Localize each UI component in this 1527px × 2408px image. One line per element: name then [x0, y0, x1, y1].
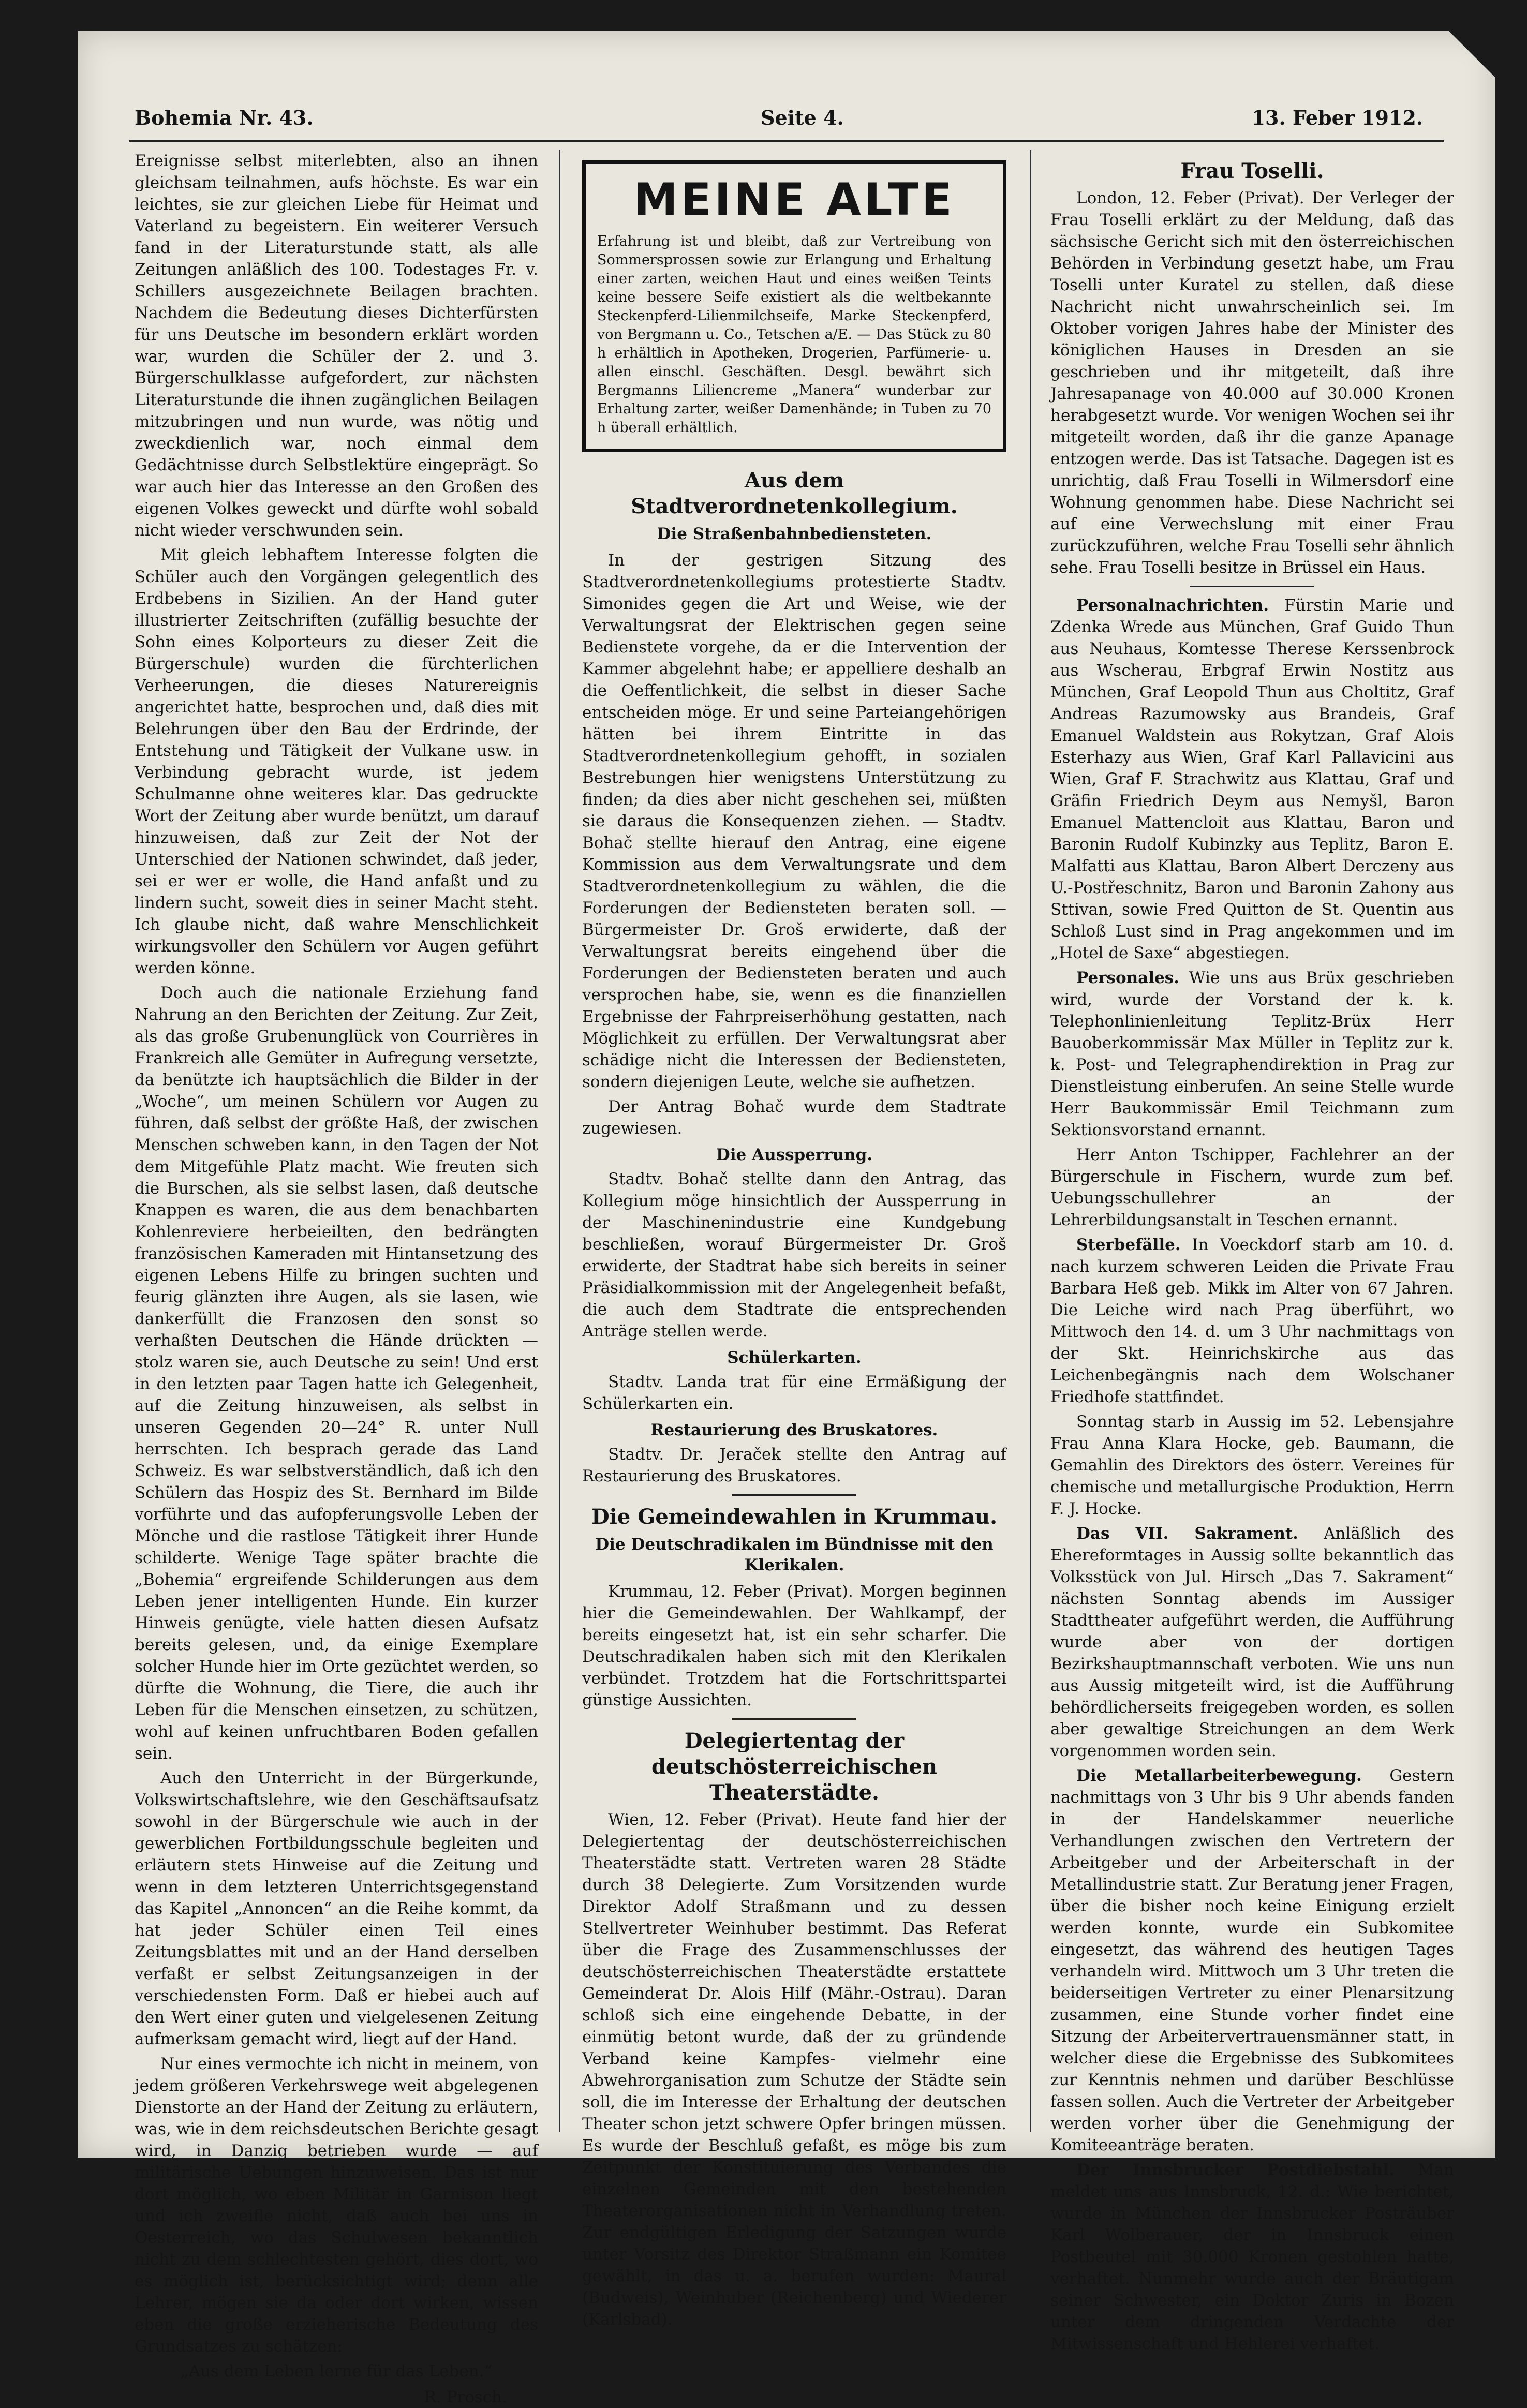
page-fold-corner — [1449, 31, 1495, 78]
article-paragraph: Stadtv. Landa trat für eine Ermäßigung der Schülerkarten ein. — [582, 1373, 1006, 1413]
news-note-text: Anläßlich des Ehereformtages in Aussig sollte bekanntlich das Volksstück von Jul. Hirsch „Das 7. Sakrament“ nächsten Sonntag abends im Aussiger Stadttheater aufgeführt werden, die Aufführung wurde aber von der dortigen Bezirkshauptmannschaft verboten. Wie uns nun aus Aussig mitgeteilt wird, ist die Aufführung behördlicherseits freigegeben worden, es sollen aber gewaltige Streichungen an dem Werk vorgenommen worden sein. — [1050, 1524, 1454, 1760]
column-left — [135, 150, 538, 2406]
news-note-lead: Die Metallarbeiterbewegung. — [1076, 1766, 1362, 1785]
section-subheading: Schülerkarten. — [727, 1348, 862, 1367]
news-note-lead: Der Innsbrucker Postdiebstahl. — [1076, 2161, 1395, 2179]
section-divider — [1190, 586, 1314, 587]
section-heading: Aus dem Stadtverordnetenkollegium. — [631, 468, 958, 518]
section-subheading: Die Aussperrung. — [716, 1146, 873, 1164]
section-heading: Die Gemeindewahlen in Krummau. — [591, 1505, 998, 1529]
column-rule — [1030, 150, 1031, 2132]
news-note — [1050, 1411, 1454, 1520]
news-note-text: Gestern nachmittags von 3 Uhr bis 9 Uhr abends fanden in der Handelskammer neuerliche Verhandlungen zwischen den Vertretern der Arbeitgeber und der Arbeiterschaft in der Metallindustrie statt. Zur Beratung jener Fragen, über die bisher noch keine Einigung erzielt werden konnte, wurde ein Subkomitee eingesetzt, das während des heutigen Tages verhandeln wird. Mittwoch um 3 Uhr treten die beiderseitigen Vertreter zu einer Plenarsitzung zusammen, eine Stunde vorher findet eine Sitzung der Arbeitervertrauensmänner statt, in welcher diese die Ergebnisse des Subkomitees zur Kenntnis nehmen und darüber Beschlüsse fassen sollen. Auch die Vertreter der Arbeitgeber werden vorher über die Genehmigung der Komiteeanträge beraten. — [1050, 1766, 1455, 2154]
article-quote: „Aus dem Leben lerne für das Leben.“ — [180, 2362, 493, 2381]
news-note-text: Sonntag starb in Aussig im 52. Lebensjahre Frau Anna Klara Hocke, geb. Baumann, die Gemahlin des Direktors des österr. Vereines für chemische und metallurgische Produktion, Herrn F. J. Hocke. — [1050, 1413, 1454, 1518]
news-note — [1050, 1234, 1454, 1408]
article-paragraph: Mit gleich lebhaftem Interesse folgten die Schüler auch den Vorgängen gelegentlich des Erdbebens in Sizilien. An der Hand guter illustrierter Zeitschriften (zufällig besuchte der Sohn eines Kolporteurs zu dieser Zeit die Bürgerschule) wurden die fürchterlichen Verheerungen, die dieses Naturereignis angerichtet hatte, besprochen und, daß dies mit Belehrungen über den Bau der Erdrinde, der Entstehung und Tätigkeit der Vulkane usw. in Verbindung gebracht wurde, ist jedem Schulmanne ohne weiteres klar. Das gedruckte Wort der Zeitung aber wurde benützt, um darauf hinzuweisen, daß zur Zeit der Not der Unterschied der Nationen schwindet, daß jeder, sei er wer er wolle, die Hand anfaßt und zu lindern sucht, soweit dies in seiner Macht steht. Ich glaube nicht, daß wahre Menschlichkeit wirkungsvoller den Schülern vor Augen geführt werden könne. — [135, 546, 538, 977]
article-paragraph: Nur eines vermochte ich nicht in meinem, von jedem größeren Verkehrswege weit abgelegenen Dienstorte an der Hand der Zeitung zu erläutern, was, wie in dem reichsdeutschen Berichte gesagt wird, in Danzig betrieben wurde — auf militärische Uebungen hinzuweisen. Das ist nur dort möglich, wo eben Militär in Garnison liegt und ich zweifle nicht, daß auch bei uns in Oesterreich, wo das Schulwesen bekanntlich nicht zu dem schlechtesten gehört, dies dort, wo es möglich ist, berücksichtigt wird; denn alle Lehrer, mögen sie da oder dort wirken, wissen eben die große erzieherische Bedeutung des Grundsatzes zu schätzen: — [135, 2055, 538, 2356]
news-note-text: In Voeckdorf starb am 10. d. nach kurzem schweren Leiden die Private Frau Barbara Heß geb. Mikk im Alter von 67 Jahren. Die Leiche wird nach Prag überführt, wo Mittwoch den 14. d. um 3 Uhr nachmittags von der Skt. Heinrichskirche aus das Leichenbegängnis nach dem Wolschaner Friedhofe stattfindet. — [1050, 1236, 1454, 1406]
article-paragraph: Wien, 12. Feber (Privat). Heute fand hier der Delegiertentag der deutschösterreichischen Theaterstädte statt. Vertreten waren 28 Städte durch 38 Delegierte. Zum Vorsitzenden wurde Direktor Adolf Straßmann und zu dessen Stellvertreter Weinhuber bestimmt. Das Referat über die Frage des Zusammenschlusses der deutschösterreichischen Theaterstädte erstattete Gemeinderat Dr. Alois Hilf (Mähr.-Ostrau). Daran schloß sich eine eingehende Debatte, in der einmütig betont wurde, daß der zu gründende Verband keine Kampfes- vielmehr eine Abwehrorganisation zum Schutze der Städte sein soll, die im Interesse der Erhaltung der deutschen Theater schon jetzt schwere Opfer bringen müssen. Es wurde der Beschluß gefaßt, es möge bis zum Zeitpunkt der Konstituierung des Verbandes die einzelnen Gemeinden mit den bestehenden Theaterorganisationen nicht in Verhandlung treten. Zur endgültigen Erledigung der Satzungen wurde unter Vorsitz des Direktor Straßmann ein Komitee gewählt, in das u. a. berufen wurden: Maural (Budweis), Weinhuber (Reichenberg) und Wiederer (Karlsbad). — [582, 1810, 1006, 2329]
news-note — [1050, 1523, 1454, 1762]
masthead-page-number: Seite 4. — [761, 106, 844, 129]
masthead-issue: Bohemia Nr. 43. — [135, 106, 314, 129]
section-heading: Delegiertentag der deutschösterreichischen Theaterstädte. — [651, 1729, 937, 1805]
section-divider — [732, 1494, 856, 1496]
news-note-text: Fürstin Marie und Zdenka Wrede aus München, Graf Guido Thun aus Neuhaus, Komtesse Therese Kerssenbrock aus Wscherau, Erbgraf Erwin Nostitz aus München, Graf Leopold Thun aus Choltitz, Graf Andreas Razumowsky aus Brandeis, Graf Emanuel Waldstein aus Rokytzan, Graf Alois Esterhazy aus Wien, Graf Karl Pallavicini aus Wien, Graf F. Strachwitz aus Klattau, Graf und Gräfin Friedrich Deym aus Nemyšl, Baron Emanuel Mattencloit aus Klattau, Baron und Baronin Rudolf Kubinzky aus Teplitz, Baron E. Malfatti aus Klattau, Baron Albert Derczeny aus U.-Postřeschnitz, Baron und Baronin Zahony aus Sttivan, sowie Fred Quitton de St. Quentin aus Schloß Lust sind in Prag angekommen und im „Hotel de Saxe“ abgestiegen. — [1050, 596, 1454, 962]
article-paragraph: In der gestrigen Sitzung des Stadtverordnetenkollegiums protestierte Stadtv. Simonides gegen die Art und Weise, wie der Verwaltungsrat der Elektrischen gegen seine Bedienstete vorgehe, da er die Intervention der Kammer abgelehnt habe; er appelliere deshalb an die Oeffentlichkeit, die selbst in dieser Sache entscheiden möge. Er und seine Parteiangehörigen hätten bei ihrem Eintritte in das Stadtverordnetenkollegium gehofft, in sozialen Bestrebungen hier wenigstens Unterstützung zu finden; da dies aber nicht geschehen sei, müßten sie daraus die Konsequenzen ziehen. — Stadtv. Bohač stellte hierauf den Antrag, eine eigene Kommission aus dem Verwaltungsrate und dem Stadtverordnetenkollegium zu wählen, die die Forderungen der Bediensteten beraten soll. — Bürgermeister Dr. Groš erwiderte, daß der Verwaltungsrat bereits eingehend über die Forderungen der Bediensteten beraten und auch versprochen habe, sie, wenn es die finanziellen Ergebnisse der Fahrpreiserhöhung gestatten, nach Möglichkeit zu erfüllen. Der Verwaltungsrat aber schädige nicht die Interessen der Bediensteten, sondern diejenigen Leute, welche sie aufhetzen. — [582, 551, 1006, 1091]
article-paragraph: Doch auch die nationale Erziehung fand Nahrung an den Berichten der Zeitung. Zur Zeit, als das große Grubenunglück von Courrières in Frankreich alle Gemüter in Aufregung versetzte, da benützte ich hauptsächlich die Bilder in der „Woche“, um meinen Schülern vor Augen zu führen, daß selbst der größte Haß, der zwischen Menschen schweben kann, in den Tagen der Not dem Mitgefühle Platz macht. Wie freuten sich die Burschen, als sie selbst lasen, daß deutsche Knappen es waren, die aus dem benachbarten Kohlenreviere herbeieilten, den bedrängten französischen Kameraden mit Hintansetzung des eigenen Lebens Hilfe zu bringen suchten und feurig glänzten ihre Augen, als sie lasen, wie dankerfüllt die Franzosen den sonst so verhaßten Deutschen die Hände drückten — stolz waren sie, auch Deutsche zu sein! Und erst in den letzten paar Tagen hatte ich Gelegenheit, auf die Zeitung hinzuweisen, als selbst in unseren Gegenden 20—24° R. unter Null herrschten. Ich besprach gerade das Land Schweiz. Es war selbstverständlich, daß ich den Schülern das Hospiz des St. Bernhard im Bilde vorführte und das aufopferungsvolle Leben der Mönche und die rastlose Tätigkeit ihrer Hunde schilderte. Wenige Tage später brachte die „Bohemia“ ergreifende Schilderungen aus dem Leben jener intelligenten Hunde. Ein kurzer Hinweis genügte, viele hatten diesen Aufsatz bereits gelesen, und, da einige Exemplare solcher Hunde hier im Orte gezüchtet werden, so dürfte die Wohnung, die Tiere, die auch ihr Leben für die Menschen einsetzen, zu schützen, wohl auf keinen unfruchtbaren Boden gefallen sein. — [135, 984, 538, 1763]
article-paragraph: Krummau, 12. Feber (Privat). Morgen beginnen hier die Gemeindewahlen. Der Wahlkampf, der bereits eingesetzt hat, ist ein sehr scharfer. Die Deutschradikalen haben sich mit den Klerikalen verbündet. Trotzdem hat die Fortschrittspartei günstige Aussichten. — [582, 1582, 1006, 1710]
advertisement-text: Erfahrung ist und bleibt, daß zur Vertreibung von Sommersprossen sowie zur Erlangung und Erhaltung einer zarten, weichen Haut und eines weißen Teints keine bessere Seife existiert als die weltbekannte Steckenpferd-Lilienmilchseife, Marke Steckenpferd, von Bergmann u. Co., Tetschen a/E. — Das Stück zu 80 h erhältlich in Apotheken, Drogerien, Parfümerie- u. allen einschl. Geschäften. Desgl. bewährt sich Bergmanns Liliencreme „Manera“ wunderbar zur Erhaltung zarter, weißer Damenhände; in Tuben zu 70 h überall erhältlich. — [597, 233, 991, 436]
advertisement — [582, 160, 1006, 452]
article-paragraph: Auch den Unterricht in der Bürgerkunde, Volkswirtschaftslehre, wie den Geschäftsaufsatz sowohl in der Bürgerschule wie auch in der gewerblichen Fortbildungsschule begleiten und erläutern stets Hinweise auf die Zeitung und wenn in dem letzteren Unterrichtsgegenstand das Kapitel „Annoncen“ an die Reihe kommt, da hat jeder Schüler einen Teil eines Zeitungsblattes mit und an der Hand derselben verfaßt er selbst Zeitungsanzeigen in der verschiedensten Form. Daß er hiebei auch auf den Wert einer guten und vielgelesenen Zeitung aufmerksam gemacht wird, liegt auf der Hand. — [135, 1769, 538, 2048]
column-right — [1050, 150, 1455, 2353]
column-middle — [582, 150, 1006, 2329]
article-paragraph: Stadtv. Dr. Jeraček stellte den Antrag auf Restaurierung des Bruskatores. — [582, 1445, 1006, 1485]
section-subheading: Restaurierung des Bruskatores. — [650, 1421, 938, 1439]
masthead-rule — [129, 140, 1444, 142]
news-note — [1050, 1144, 1454, 1231]
advertisement-title: MEINE ALTE — [633, 174, 955, 226]
news-note — [1050, 1765, 1454, 2156]
news-note-lead: Sterbefälle. — [1076, 1236, 1181, 1254]
article-paragraph: Stadtv. Bohač stellte dann den Antrag, das Kollegium möge hinsichtlich der Aussperrung in der Maschinenindustrie eine Kundgebung beschließen, worauf Bürgermeister Dr. Groš erwiderte, der Stadtrat habe sich bereits in seiner Präsidialkommission mit der Angelegenheit befaßt, die auch dem Stadtrate die entsprechenden Anträge stellen werde. — [582, 1170, 1006, 1341]
masthead-date: 13. Feber 1912. — [1251, 106, 1423, 129]
article-paragraph: Ereignisse selbst miterlebten, also an ihnen gleichsam teilnahmen, aufs höchste. Es war ein leichtes, sie zur gleichen Liebe für Heimat und Vaterland zu begeistern. Ein weiterer Versuch fand in der Literaturstunde statt, als alle Zeitungen anläßlich des 100. Todestages Fr. v. Schillers ausgezeichnete Beilagen brachten. Nachdem die Bedeutung dieses Dichterfürsten für uns Deutsche im besondern erklärt worden war, wurden die Schüler der 2. und 3. Bürgerschulklasse aufgefordert, zur nächsten Literaturstunde die ihnen zugänglichen Beilagen mitzubringen und nun wurde, was nötig und zweckdienlich war, noch einmal dem Gedächtnisse durch Selbstlektüre eingeprägt. So war auch hier das Interesse an den Großen des eigenen Volkes geweckt und dürfte wohl sobald nicht wieder verschwunden sein. — [135, 152, 538, 540]
news-note — [1050, 2159, 1454, 2355]
news-note-text: Man meldet uns aus Innsbruck, 12. d.: Wie berichtet, wurde in München der Innsbrucker Posträuber Karl Wolberauer, der in Innsbruck einen Postbeutel mit 30.000 Kronen gestohlen hatte, verhaftet. Nunmehr wurde auch der Bräutigam seiner Schwester, ein Doktor Zuris in Bozen unter dem dringenden Verdachte der Mitwissenschaft und Hehlerei verhaftet. — [1050, 2161, 1454, 2353]
article-signature: R. Prosch. — [424, 2388, 507, 2406]
article-paragraph: London, 12. Feber (Privat). Der Verleger der Frau Toselli erklärt zu der Meldung, daß das sächsische Gericht sich mit den österreichischen Behörden in Verbindung gesetzt habe, um Frau Toselli unter Kuratel zu stellen, daß diese Nachricht nicht unwahrscheinlich sei. Im Oktober vorigen Jahres habe der Minister des königlichen Hauses in Dresden an sie geschrieben und ihr mitgeteilt, daß ihre Jahresapanage von 40.000 auf 30.000 Kronen herabgesetzt wurde. Vor wenigen Wochen sei ihr mitgeteilt worden, daß ihr die ganze Apanage entzogen werde. Das ist Tatsache. Dagegen ist es unrichtig, daß Frau Toselli in Wilmersdorf eine Wohnung genommen habe. Diese Nachricht sei auf eine Verwechslung mit einer Frau zurückzuführen, welche Frau Toselli sehr ähnlich sehe. Frau Toselli besitze in Brüssel ein Haus. — [1050, 189, 1454, 577]
news-note-text: Wie uns aus Brüx geschrieben wird, wurde der Vorstand der k. k. Telephonlinienleitung Teplitz-Brüx Herr Bauoberkommissär Max Müller in Teplitz zur k. k. Post- und Telegraphendirektion in Prag zur Dienstleistung einberufen. An seine Stelle wurde Herr Baukommissär Emil Teichmann zum Sektionsvorstand ernannt. — [1050, 969, 1454, 1139]
news-note-lead: Personalnachrichten. — [1076, 596, 1269, 615]
news-note — [1050, 967, 1454, 1141]
news-note — [1050, 594, 1454, 964]
news-note-lead: Personales. — [1076, 969, 1180, 987]
article-paragraph: Der Antrag Bohač wurde dem Stadtrate zugewiesen. — [582, 1097, 1006, 1138]
section-heading: Frau Toselli. — [1180, 159, 1324, 183]
section-subheading: Die Deutschradikalen im Bündnisse mit den Klerikalen. — [595, 1535, 994, 1574]
section-divider — [732, 1718, 856, 1720]
news-note-text: Herr Anton Tschipper, Fachlehrer an der Bürgerschule in Fischern, wurde zum bef. Uebungsschullehrer an der Lehrerbildungsanstalt in Teschen ernannt. — [1050, 1146, 1454, 1229]
news-note-lead: Das VII. Sakrament. — [1076, 1524, 1298, 1543]
section-subheading: Die Straßenbahnbediensteten. — [657, 525, 932, 543]
newspaper-page — [78, 31, 1495, 2406]
column-rule — [559, 150, 560, 2132]
